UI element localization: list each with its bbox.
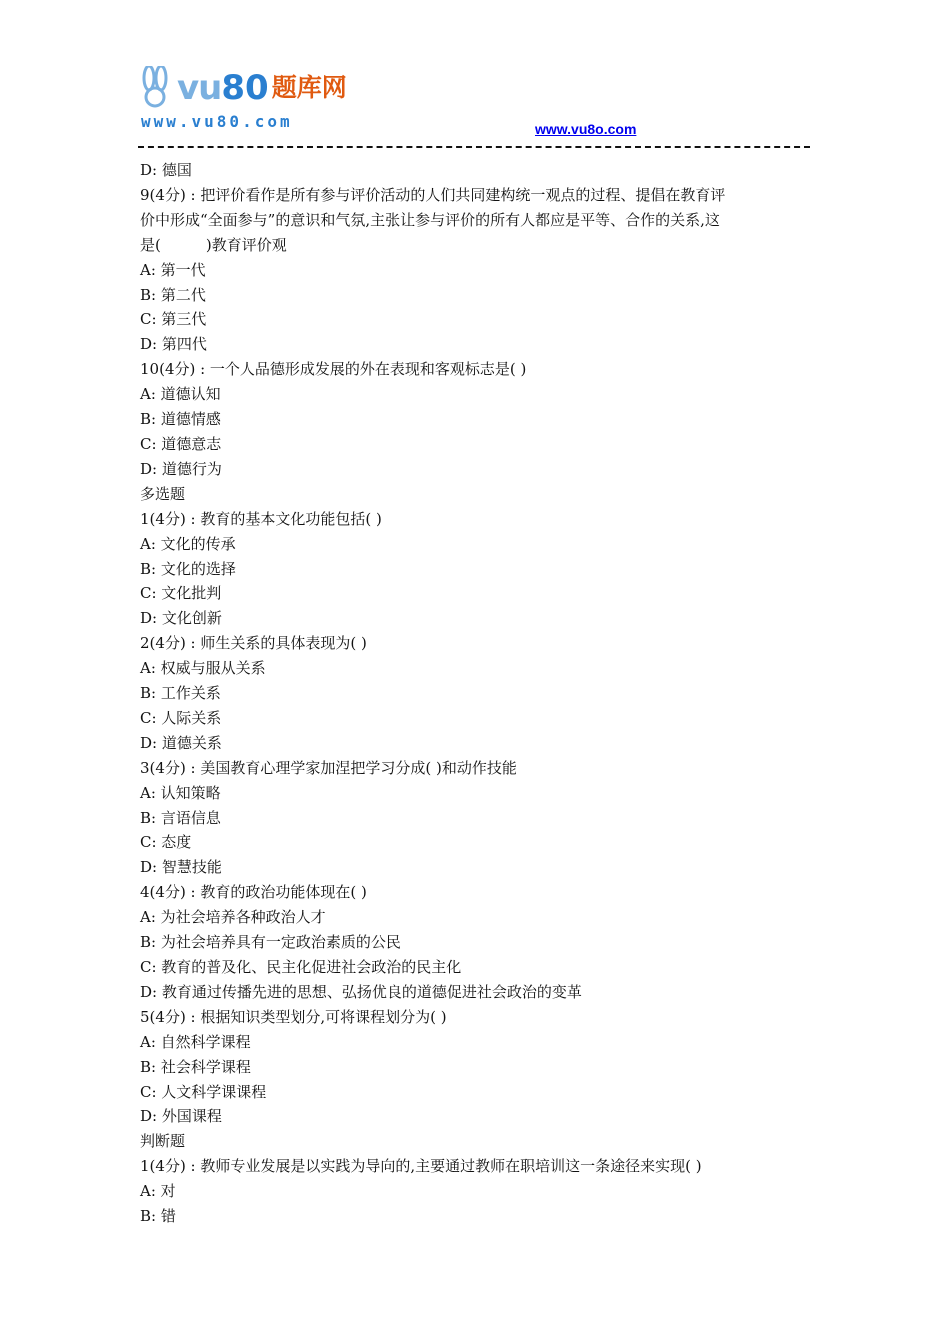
option-line: B: 社会科学课程 (140, 1057, 251, 1076)
option-line: A: 自然科学课程 (140, 1032, 251, 1051)
option-line: B: 为社会培养具有一定政治素质的公民 (140, 933, 401, 952)
option-line: B: 文化的选择 (140, 559, 236, 578)
option-line: D: 文化创新 (140, 609, 222, 628)
logo-brand-80: 80 (221, 68, 269, 108)
option-line: D: 道德行为 (140, 459, 222, 478)
logo-brand-vu: vu (177, 68, 222, 108)
option-line: D: 道德关系 (140, 733, 222, 752)
option-line: C: 人际关系 (140, 708, 222, 727)
header-divider (138, 146, 810, 148)
option-line: B: 道德情感 (140, 410, 221, 429)
option-line: C: 文化批判 (140, 584, 222, 603)
option-line: C: 道德意志 (140, 434, 222, 453)
option-line: D: 智慧技能 (140, 858, 222, 877)
question-text: 价中形成“全面参与”的意识和气氛,主张让参与评价的所有人都应是平等、合作的关系,这 (140, 210, 720, 229)
option-line: A: 权威与服从关系 (140, 659, 266, 678)
logo-brand-chinese: 题库网 (271, 73, 347, 102)
question-text: 5(4分) : 根据知识类型划分,可将课程划分为( ) (140, 1007, 447, 1026)
option-line: B: 第二代 (140, 285, 206, 304)
site-link[interactable]: www.vu8o.com (535, 121, 637, 137)
option-line: B: 言语信息 (140, 808, 221, 827)
option-line: D: 外国课程 (140, 1107, 222, 1126)
option-line: D: 第四代 (140, 335, 207, 354)
option-line: C: 人文科学课课程 (140, 1082, 267, 1101)
document-body (140, 158, 820, 1229)
option-line: C: 态度 (140, 833, 192, 852)
section-heading: 多选题 (140, 484, 186, 503)
question-text: 是( )教育评价观 (140, 235, 287, 254)
option-line: D: 德国 (140, 161, 192, 179)
option-line: C: 第三代 (140, 310, 207, 329)
question-text: 2(4分) : 师生关系的具体表现为( ) (140, 634, 367, 653)
option-line: A: 对 (140, 1182, 176, 1201)
option-line: A: 文化的传承 (140, 534, 236, 553)
question-text: 3(4分) : 美国教育心理学家加涅把学习分成( )和动作技能 (140, 758, 517, 777)
question-text: 1(4分) : 教师专业发展是以实践为导向的,主要通过教师在职培训这一条途径来实现( ) (140, 1157, 702, 1176)
option-line: A: 第一代 (140, 260, 206, 279)
option-line: B: 错 (140, 1207, 176, 1226)
question-text: 4(4分) : 教育的政治功能体现在( ) (140, 883, 367, 902)
option-line: B: 工作关系 (140, 684, 221, 703)
site-logo[interactable] (137, 66, 359, 134)
option-line: A: 道德认知 (140, 385, 221, 404)
logo-url-text: www.vu80.com (141, 112, 293, 131)
section-heading: 判断题 (140, 1132, 186, 1151)
bunny-icon (137, 66, 177, 108)
question-text: 1(4分) : 教育的基本文化功能包括( ) (140, 509, 382, 528)
option-line: C: 教育的普及化、民主化促进社会政治的民主化 (140, 958, 462, 976)
option-line: D: 教育通过传播先进的思想、弘扬优良的道德促进社会政治的变革 (140, 982, 582, 1001)
option-line: A: 认知策略 (140, 783, 221, 802)
logo-wordmark (137, 66, 347, 108)
option-line: A: 为社会培养各种政治人才 (140, 908, 326, 927)
question-text: 10(4分) : 一个人品德形成发展的外在表现和客观标志是( ) (140, 360, 527, 379)
question-text: 9(4分) : 把评价看作是所有参与评价活动的人们共同建构统一观点的过程、提倡在教育评 (140, 185, 726, 204)
